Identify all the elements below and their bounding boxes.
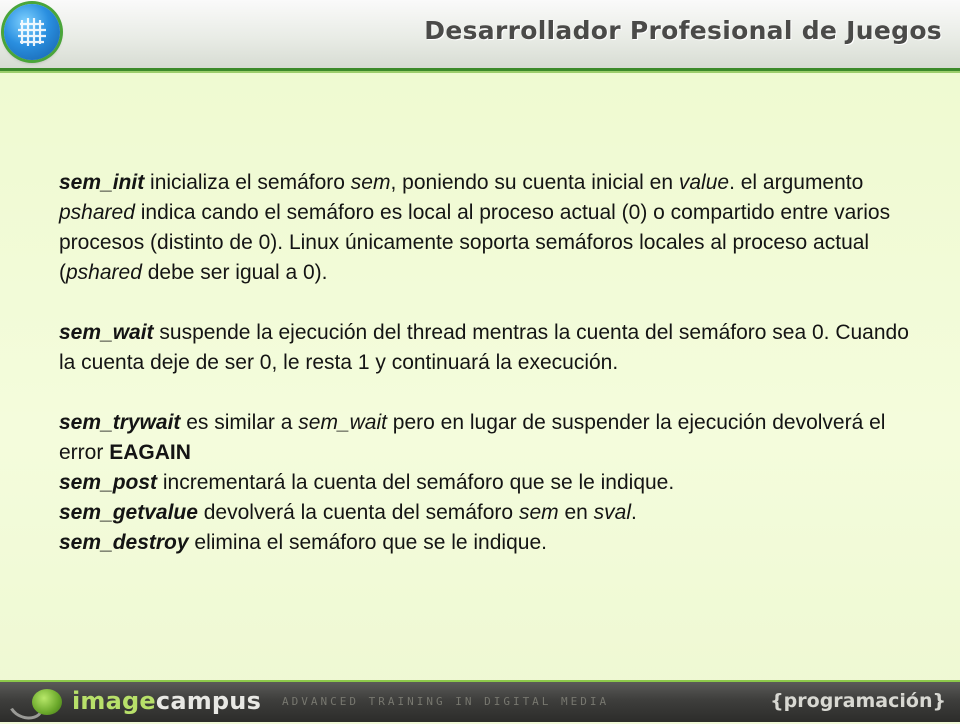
text: elimina el semáforo que se le indique. xyxy=(188,531,547,554)
spacer xyxy=(59,288,919,318)
header-title: Desarrollador Profesional de Juegos xyxy=(424,16,942,45)
spacer xyxy=(59,378,919,408)
paragraph-sem-trywait xyxy=(59,408,919,468)
paragraph-sem-post xyxy=(59,468,919,498)
text: en xyxy=(558,501,594,524)
grid-globe-icon xyxy=(4,4,60,60)
keyword: sem_init xyxy=(59,171,145,194)
brand-campus: campus xyxy=(155,687,262,715)
paragraph-sem-destroy xyxy=(59,528,919,558)
text: suspende la ejecución del thread mentras la cuenta del semáforo sea 0. Cuando la cuenta deje de ser 0, le resta 1 y continuará la execución. xyxy=(59,321,909,374)
param: pshared xyxy=(66,261,142,284)
paragraph-sem-init xyxy=(59,168,919,288)
param: sval xyxy=(593,501,632,524)
param: sem_wait xyxy=(298,411,387,434)
param: pshared xyxy=(59,201,135,224)
text: indica cando el semáforo es local al proceso actual (0) o compartido entre varios procesos (distinto de 0). Linux únicamente soporta semáforos locales al proceso actual ( xyxy=(59,201,891,284)
text: es similar a xyxy=(180,411,299,434)
paragraph-sem-wait xyxy=(59,318,919,378)
text: , poniendo su cuenta inicial en xyxy=(390,171,679,194)
param: sem xyxy=(518,501,559,524)
text: devolverá la cuenta del semáforo xyxy=(197,501,519,524)
keyword: sem_trywait xyxy=(59,411,181,434)
error-code: EAGAIN xyxy=(109,441,191,464)
keyword: sem_post xyxy=(59,471,158,494)
text: incrementará la cuenta del semáforo que se le indique. xyxy=(157,471,675,494)
keyword: sem_getvalue xyxy=(59,501,198,524)
param: sem xyxy=(350,171,391,194)
image-campus-logo xyxy=(32,689,62,715)
footer-brand xyxy=(72,687,261,715)
brand-image: image xyxy=(72,687,156,715)
footer-tagline: ADVANCED TRAINING IN DIGITAL MEDIA xyxy=(282,695,610,708)
keyword: sem_destroy xyxy=(59,531,189,554)
text: pero en lugar de suspender la ejecución devolverá el error xyxy=(59,411,886,464)
text: debe ser igual a 0). xyxy=(141,261,328,284)
footer-bar xyxy=(0,680,960,722)
paragraph-sem-getvalue xyxy=(59,498,919,528)
slide-body xyxy=(59,168,919,558)
keyword: sem_wait xyxy=(59,321,154,344)
text: . el argumento xyxy=(729,171,864,194)
param: value xyxy=(678,171,730,194)
footer-section-label: {programación} xyxy=(770,690,946,712)
text: inicializa el semáforo xyxy=(144,171,351,194)
header-bar xyxy=(0,0,960,71)
text: . xyxy=(631,501,637,524)
